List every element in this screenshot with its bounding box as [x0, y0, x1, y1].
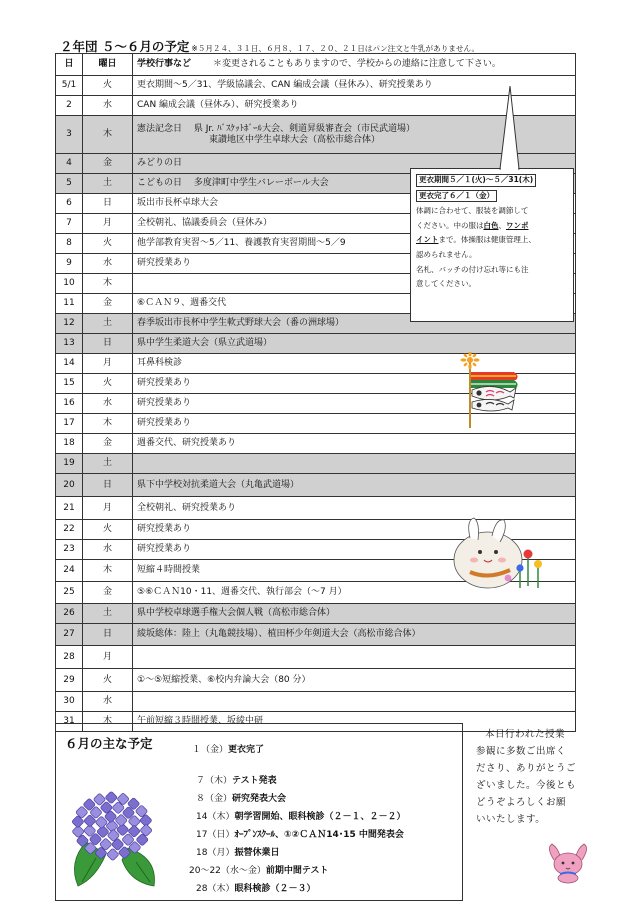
row-weekday: 日: [83, 194, 133, 214]
row-event-text: ①～⑤短縮授業、⑥校内弁論大会（80 分）: [137, 674, 311, 685]
row-weekday: 土: [83, 314, 133, 334]
row-event-text: みどりの日: [137, 158, 183, 169]
notice-line-3: 体調に合わせて、服装を調節して: [416, 206, 529, 215]
thanks-line: ださり、ありがとうご: [476, 763, 577, 775]
row-event-text: 研究授業あり: [137, 544, 192, 555]
page-title: ２年団 ５～６月の予定: [60, 39, 190, 54]
row-event-text: 更衣期間～5／31、学級協議会、CAN 編成会議（昼休み）、研究授業あり: [137, 80, 433, 91]
june-item-text: 振替休業日: [234, 848, 280, 858]
row-weekday: 月: [83, 354, 133, 374]
table-row: [56, 116, 576, 154]
notice-period: 更衣期間５／１(火)～５／31(木): [416, 174, 536, 187]
june-item-text: 前期中間テスト: [265, 866, 329, 876]
row-event: [133, 474, 576, 497]
col-header-event-label: 学校行事など: [137, 59, 192, 70]
thanks-line: どうぞよろしくお願: [476, 797, 567, 809]
table-row: [56, 669, 576, 692]
row-weekday: 木: [83, 560, 133, 582]
row-weekday: 日: [83, 334, 133, 354]
row-day: 19: [56, 454, 83, 474]
june-item: [192, 742, 264, 755]
row-weekday: 水: [83, 96, 133, 116]
row-weekday: 木: [83, 712, 133, 732]
june-item-date: 20～22（水～金）: [189, 866, 266, 876]
row-event-text: 研究授業あり: [137, 378, 192, 389]
row-day: 2: [56, 96, 83, 116]
row-weekday: 土: [83, 604, 133, 624]
row-day: 7: [56, 214, 83, 234]
june-item: [196, 809, 405, 822]
june-schedule-box: [55, 723, 463, 901]
row-event-text: 研究授業あり: [137, 418, 192, 429]
col-header-note: ＊変更されることもありますので、学校からの連絡に注意して下さい。: [213, 59, 501, 70]
june-item-date: 18（月）: [196, 848, 235, 858]
row-weekday: 火: [83, 234, 133, 254]
notice-line-8: 意してください。: [416, 279, 476, 289]
row-event-text: 研究授業あり: [137, 258, 192, 269]
june-item-text: 研究発表大会: [232, 794, 287, 804]
row-event: [133, 116, 576, 154]
row-weekday: 日: [83, 474, 133, 497]
june-item: [189, 863, 329, 876]
row-event: [133, 646, 576, 669]
row-day: 23: [56, 540, 83, 560]
row-weekday: 土: [83, 454, 133, 474]
row-event-text: 短縮４時間授業: [137, 565, 201, 576]
row-weekday: 金: [83, 582, 133, 604]
row-event-text: 他学部教育実習～5／11、養護教育実習期間～5／9: [137, 238, 346, 249]
row-weekday: 土: [83, 174, 133, 194]
june-item: [196, 773, 277, 786]
june-title: ６月の主な予定: [65, 736, 153, 751]
row-day: 11: [56, 294, 83, 314]
row-day: 27: [56, 624, 83, 646]
thanks-line: 本日行われた授業: [485, 729, 566, 740]
row-day: 15: [56, 374, 83, 394]
row-event-text: 午前短縮３時間授業、坂綾中研: [137, 716, 264, 727]
row-day: 4: [56, 154, 83, 174]
col-header-event: [133, 54, 576, 76]
june-item-text: 朝学習開始、眼科検診（２－１、２－２）: [234, 812, 406, 822]
row-event: [133, 454, 576, 474]
row-day: 17: [56, 414, 83, 434]
row-event-text: こどもの日 多度津町中学生バレーボール大会: [137, 178, 329, 189]
table-header-row: [56, 54, 576, 76]
row-day: 29: [56, 669, 83, 692]
row-event-text: 県中学校卓球選手権大会個人戦（高松市総合体）: [137, 608, 336, 619]
row-weekday: 水: [83, 394, 133, 414]
row-weekday: 日: [83, 624, 133, 646]
row-weekday: 月: [83, 646, 133, 669]
row-day: 6: [56, 194, 83, 214]
row-weekday: 水: [83, 692, 133, 712]
row-weekday: 金: [83, 434, 133, 454]
table-row: [56, 76, 576, 96]
row-weekday: 水: [83, 254, 133, 274]
june-item: [196, 881, 315, 894]
row-day: 26: [56, 604, 83, 624]
row-event-text: ⑥ＣＡＮ９、週番交代: [137, 298, 227, 309]
row-event-text: CAN 編成会議（昼休み）、研究授業あり: [137, 100, 299, 111]
table-row: [56, 474, 576, 497]
thanks-line: ざいました。今後とも: [476, 780, 577, 792]
row-event-text: ⑤⑥ＣＡＮ10・11、週番交代、執行部会（～7 月）: [137, 587, 347, 598]
notice-line-5: イントまで。体操服は健康管理上、: [416, 235, 536, 245]
row-event-text: 綾坂総体：陸上（丸亀競技場）、植田杯少年剣道大会（高松市総合体）: [137, 629, 421, 640]
row-event: [133, 434, 576, 454]
june-item-date: １（金）: [192, 745, 229, 755]
row-weekday: 月: [83, 497, 133, 520]
row-event: [133, 692, 576, 712]
row-day: 24: [56, 560, 83, 582]
row-day: 25: [56, 582, 83, 604]
notice-complete: 更衣完了６／１（金）: [416, 190, 497, 203]
table-row: [56, 604, 576, 624]
row-day: 8: [56, 234, 83, 254]
page-header: [60, 36, 580, 54]
june-item-text: 更衣完了: [228, 745, 265, 755]
row-event-text: 全校朝礼、協議委員会（昼休み）: [137, 218, 273, 229]
row-day: 14: [56, 354, 83, 374]
row-day: 18: [56, 434, 83, 454]
june-item: [196, 791, 286, 804]
notice-line-4: ください。中の服は白色、ワンポ: [416, 220, 529, 230]
col-header-day: 日: [56, 54, 83, 76]
notice-line-6: 認められません。: [416, 249, 477, 259]
notice-line-7: 名札、バッチの付け忘れ等にも注: [416, 264, 529, 274]
row-day: 31: [56, 712, 83, 732]
june-item-date: 17（日）: [196, 830, 235, 840]
koinobori-icon: [452, 352, 532, 430]
hydrangea-icon: [66, 782, 162, 894]
row-day: 21: [56, 497, 83, 520]
june-item: [196, 845, 279, 858]
row-weekday: 火: [83, 520, 133, 540]
table-row: [56, 454, 576, 474]
row-event-text: 研究授業あり: [137, 524, 192, 535]
row-weekday: 火: [83, 669, 133, 692]
row-event-text: 憲法記念日 県 Jr. ﾊﾞｽｹｯﾄﾎﾞｰﾙ大会、剣道昇級審査会（市民武道場）: [137, 123, 415, 134]
row-weekday: 金: [83, 294, 133, 314]
row-event: [133, 624, 576, 646]
row-event-text: 週番交代、研究授業あり: [137, 438, 237, 449]
june-item: [196, 827, 404, 840]
row-day: 10: [56, 274, 83, 294]
row-day: 13: [56, 334, 83, 354]
june-item-date: ７（木）: [196, 776, 233, 786]
row-weekday: 木: [83, 274, 133, 294]
row-event: [133, 96, 576, 116]
thanks-line: いいたします。: [476, 814, 546, 826]
june-item-date: 28（木）: [196, 884, 235, 894]
header-note: ※５月２４、３１日、６月８、１７、２０、２１日はパン注文と牛乳がありません。: [191, 44, 480, 53]
row-event-text-2: 東讃地区中学生卓球大会（高松市総合体）: [209, 134, 381, 145]
june-item-date: ８（金）: [196, 794, 233, 804]
row-weekday: 火: [83, 76, 133, 96]
row-event-text: 研究授業あり: [137, 398, 192, 409]
table-row: [56, 692, 576, 712]
row-weekday: 木: [83, 116, 133, 154]
june-item-text: テスト発表: [232, 776, 277, 786]
thanks-message: [476, 726, 586, 829]
row-event-text: 県中学生柔道大会（県立武道場）: [137, 338, 273, 349]
table-row: [56, 96, 576, 116]
col-header-dow: 曜日: [83, 54, 133, 76]
row-event-text: 耳鼻科検診: [137, 358, 183, 369]
june-item-text: 眼科検診（２－３）: [234, 884, 316, 894]
row-day: 28: [56, 646, 83, 669]
row-weekday: 水: [83, 540, 133, 560]
table-row: [56, 646, 576, 669]
row-day: 20: [56, 474, 83, 497]
row-event-text: 春季坂出市長杯中学生軟式野球大会（番の洲球場）: [137, 318, 345, 329]
row-event-text: 県下中学校対抗柔道大会（丸亀武道場）: [137, 479, 300, 490]
row-event: [133, 334, 576, 354]
row-day: 16: [56, 394, 83, 414]
thanks-line: 参観に多数ご出席く: [476, 746, 567, 758]
row-day: 30: [56, 692, 83, 712]
row-day: 22: [56, 520, 83, 540]
row-event-text: 坂出市長杯卓球大会: [137, 198, 219, 209]
june-item-date: 14（木）: [196, 812, 235, 822]
uniform-notice: [410, 168, 574, 322]
row-day: 12: [56, 314, 83, 334]
row-event: [133, 604, 576, 624]
row-event: [133, 669, 576, 692]
rabbit-icon: [546, 838, 590, 884]
row-event: [133, 76, 576, 96]
table-row: [56, 334, 576, 354]
june-item-text: ｵｰﾌﾟﾝｽｸｰﾙ、①②ＣＡＮ14･15 中間発表会: [234, 830, 404, 840]
row-day: 9: [56, 254, 83, 274]
table-row: [56, 624, 576, 646]
row-day: 5/1: [56, 76, 83, 96]
row-weekday: 火: [83, 374, 133, 394]
row-weekday: 月: [83, 214, 133, 234]
row-day: 3: [56, 116, 83, 154]
row-weekday: 木: [83, 414, 133, 434]
row-event-text: 全校朝礼、研究授業あり: [137, 502, 237, 513]
row-day: 5: [56, 174, 83, 194]
table-row: [56, 434, 576, 454]
row-weekday: 金: [83, 154, 133, 174]
bunny-flowers-icon: [440, 516, 550, 590]
